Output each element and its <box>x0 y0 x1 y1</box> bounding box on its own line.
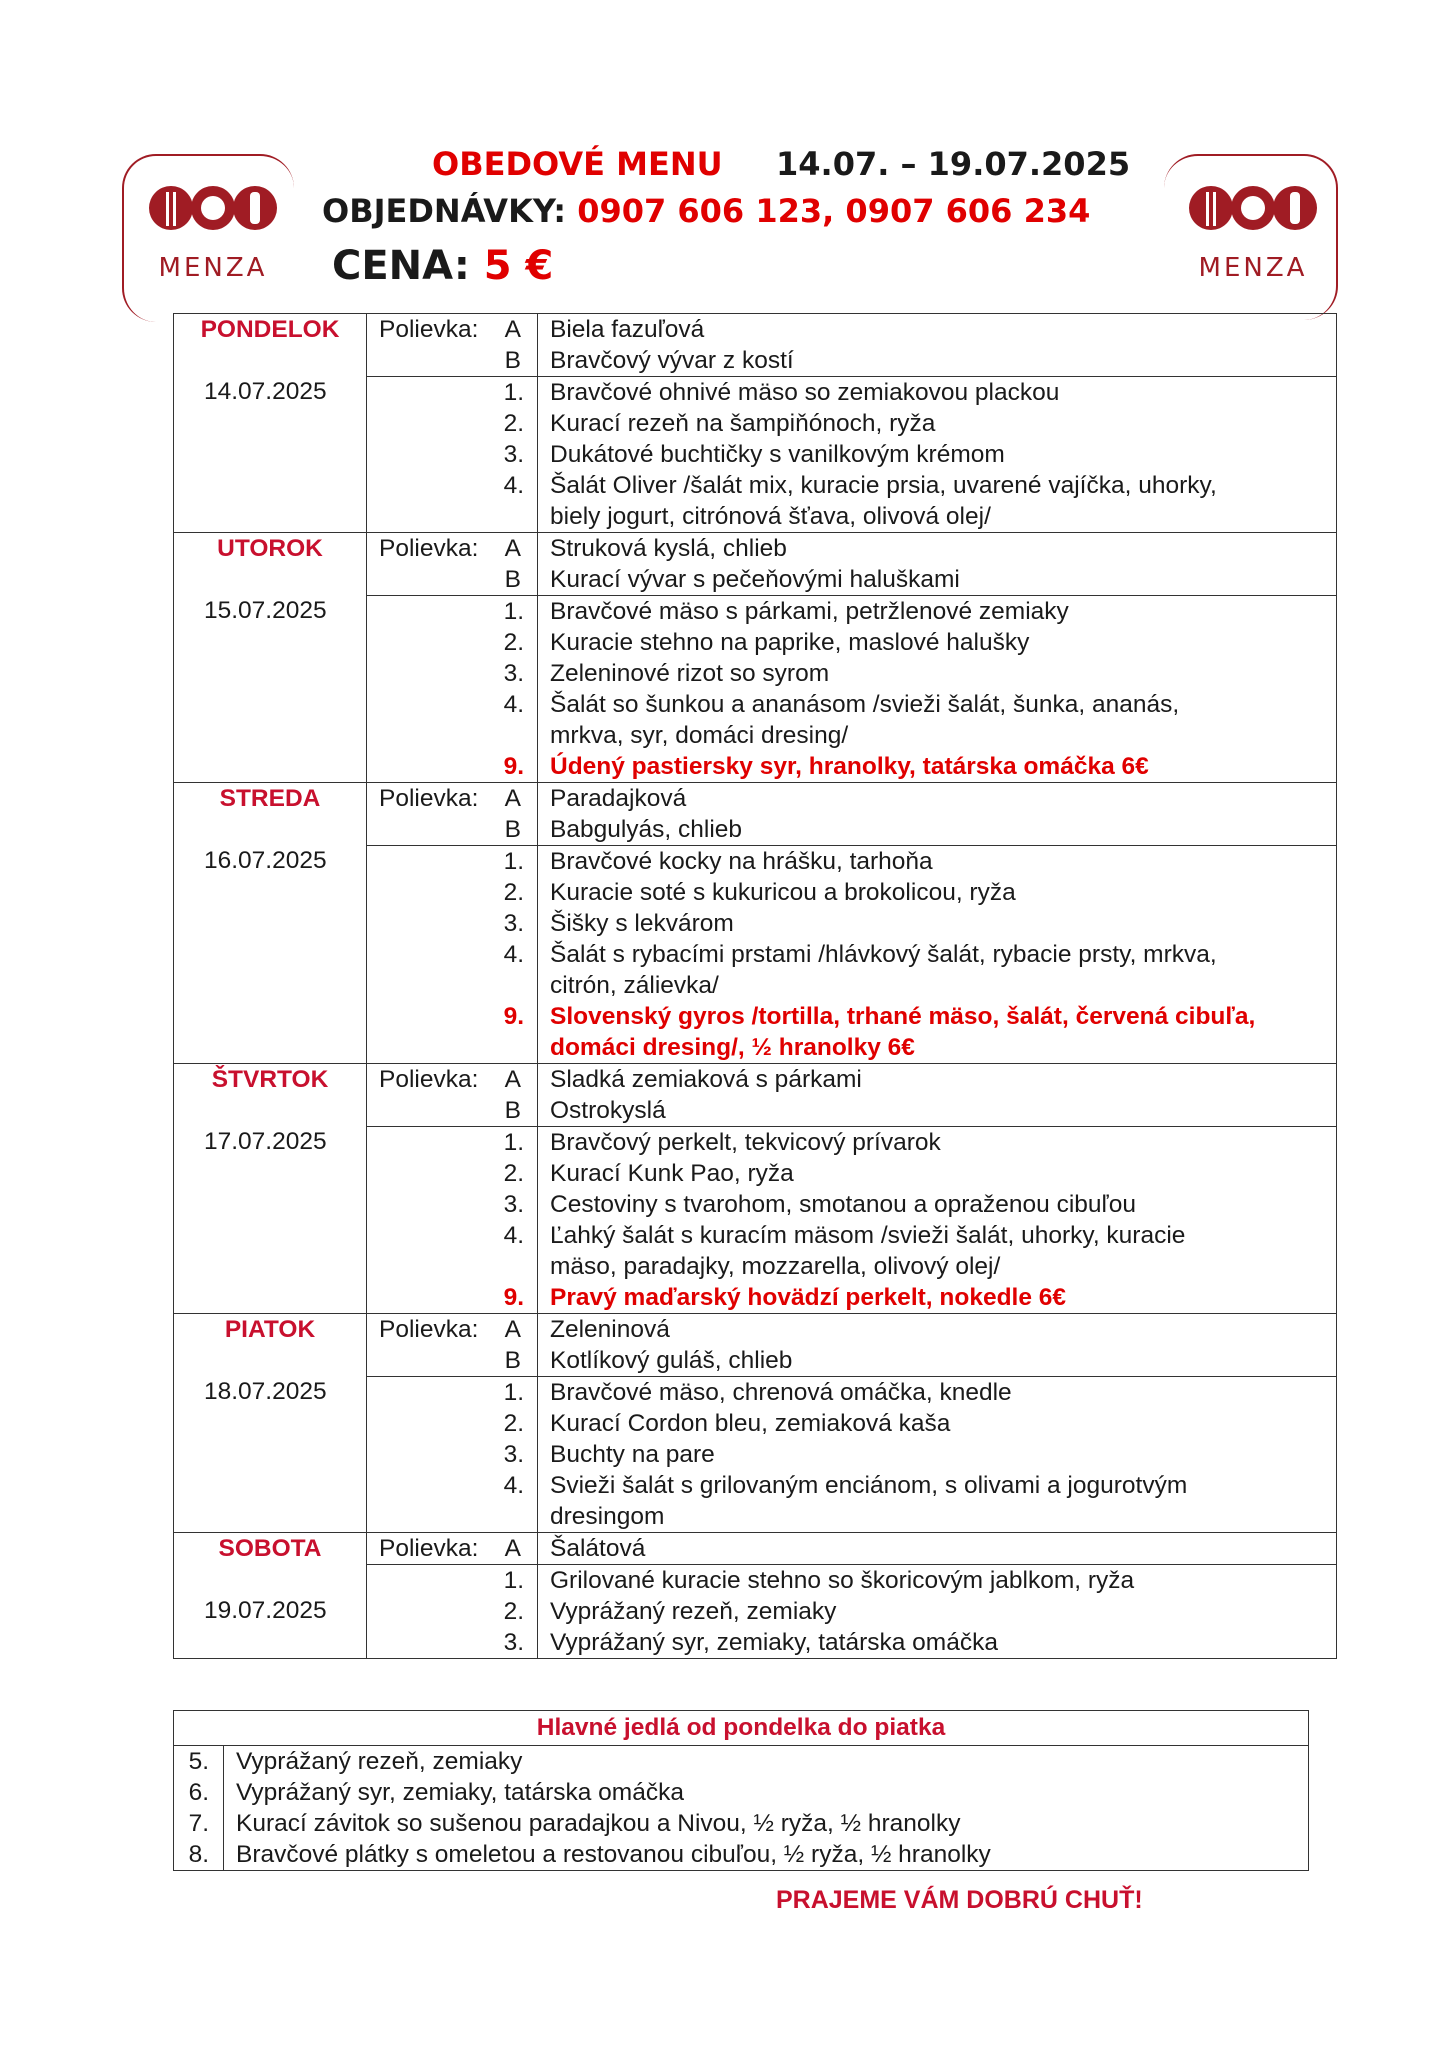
special-dish-text: domáci dresing/, ½ hranolky 6€ <box>550 1034 915 1061</box>
dish-text: Kurací Kunk Pao, ryža <box>550 1160 794 1187</box>
main-number-cell <box>367 846 538 1064</box>
soup-key-line <box>367 783 537 814</box>
main-dish-text: Kurací závitok so sušenou paradajkou a Nivou, ½ ryža, ½ hranolky <box>236 1810 961 1837</box>
dish-number: 4. <box>503 691 524 718</box>
day-name: UTOROK <box>217 535 323 562</box>
dish-number: 1. <box>503 1567 524 1594</box>
day-date: 19.07.2025 <box>204 1597 327 1624</box>
soup-kind-cell <box>367 1064 538 1127</box>
dish-number: 4. <box>503 1472 524 1499</box>
soup-dishes-cell <box>538 533 1337 596</box>
main-dishes-cell <box>538 846 1337 1064</box>
menu-dates: 14.07. – 19.07.2025 <box>776 145 1131 183</box>
soup-row <box>174 1064 1337 1127</box>
day-name: PIATOK <box>224 1316 316 1343</box>
day-cell <box>174 533 367 783</box>
price-line <box>332 243 553 289</box>
dish-number <box>367 501 537 532</box>
dish-text: Kurací rezeň na šampiňónoch, ryža <box>550 410 936 437</box>
day-name: PONDELOK <box>200 316 340 343</box>
main-number-cell <box>367 377 538 533</box>
soup-row <box>174 314 1337 377</box>
main-dishes-cell <box>538 1565 1337 1659</box>
soup-key-line <box>367 564 537 595</box>
orders-label: OBJEDNÁVKY: <box>322 192 567 230</box>
soup-label: Polievka: <box>379 1316 479 1343</box>
dish-number: 3. <box>503 910 524 937</box>
price-value: 5 € <box>483 243 554 289</box>
soup-text: Kurací vývar s pečeňovými haluškami <box>550 566 960 593</box>
day-name: SOBOTA <box>218 1535 322 1562</box>
dish-number <box>367 720 537 751</box>
dish-number: 3. <box>503 1191 524 1218</box>
soup-text: Kotlíkový guláš, chlieb <box>550 1347 793 1374</box>
dish-number <box>367 1251 537 1282</box>
soup-key: A <box>504 1535 521 1562</box>
soup-dishes-cell <box>538 1064 1337 1127</box>
dish-text: Šalát s rybacími prstami /hlávkový šalát, rybacie prsty, mrkva, <box>550 941 1217 968</box>
dish-number: 2. <box>503 1598 524 1625</box>
dish-text: Cestoviny s tvarohom, smotanou a opraženou cibuľou <box>550 1191 1136 1218</box>
dish-text: Šalát Oliver /šalát mix, kuracie prsia, uvarené vajíčka, uhorky, <box>550 472 1217 499</box>
dish-text: mrkva, syr, domáci dresing/ <box>550 722 849 749</box>
soup-kind-cell <box>367 314 538 377</box>
menza-logo-left <box>122 154 294 322</box>
dish-number: 1. <box>503 379 524 406</box>
main-dish-number: 5. <box>188 1748 209 1775</box>
dish-number: 1. <box>503 1129 524 1156</box>
day-date: 14.07.2025 <box>204 378 327 405</box>
dish-text: Bravčové mäso, chrenová omáčka, knedle <box>550 1379 1012 1406</box>
soup-key: A <box>504 1066 521 1093</box>
soup-key-line <box>367 314 537 345</box>
soup-key: A <box>504 535 521 562</box>
day-cell <box>174 783 367 1064</box>
soup-text: Bravčový vývar z kostí <box>550 347 794 374</box>
soup-key-line <box>367 1533 537 1564</box>
dish-text: citrón, zálievka/ <box>550 972 719 999</box>
soup-text: Paradajková <box>550 785 687 812</box>
soup-kind-cell <box>367 783 538 846</box>
dish-number: 4. <box>503 472 524 499</box>
soup-key: A <box>504 785 521 812</box>
dish-number: 2. <box>503 1410 524 1437</box>
main-dish-number: 8. <box>188 1841 209 1868</box>
soup-key: B <box>504 566 521 593</box>
menza-logo-right <box>1164 154 1338 320</box>
main-dishes-items <box>224 1746 1309 1871</box>
soup-label: Polievka: <box>379 1535 479 1562</box>
dish-text: Kuracie stehno na paprike, maslové halušky <box>550 629 1030 656</box>
main-dishes-cell <box>538 1377 1337 1533</box>
main-dish-text: Vyprážaný syr, zemiaky, tatárska omáčka <box>236 1779 684 1806</box>
dish-text: biely jogurt, citrónová šťava, olivová olej/ <box>550 503 991 530</box>
dish-text: dresingom <box>550 1503 665 1530</box>
main-dishes-table <box>173 1710 1309 1871</box>
dish-number: 1. <box>503 1379 524 1406</box>
special-dish-text: Pravý maďarský hovädzí perkelt, nokedle 6€ <box>550 1284 1067 1311</box>
dish-number: 2. <box>503 1160 524 1187</box>
dish-number <box>367 970 537 1001</box>
soup-dishes-cell <box>538 783 1337 846</box>
soup-kind-cell <box>367 1533 538 1565</box>
cutlery-plate-icon <box>1178 180 1328 298</box>
main-number-cell <box>367 596 538 783</box>
dish-number: 1. <box>503 848 524 875</box>
orders-line <box>322 192 1090 230</box>
dish-number: 4. <box>503 1222 524 1249</box>
soup-text: Sladká zemiaková s párkami <box>550 1066 862 1093</box>
soup-row <box>174 783 1337 846</box>
day-date: 16.07.2025 <box>204 847 327 874</box>
soup-dishes-cell <box>538 1314 1337 1377</box>
dish-text: Kurací Cordon bleu, zemiaková kaša <box>550 1410 951 1437</box>
day-cell <box>174 1064 367 1314</box>
soup-kind-cell <box>367 1314 538 1377</box>
menu-heading <box>432 145 1131 183</box>
soup-label: Polievka: <box>379 1066 479 1093</box>
orders-phones: 0907 606 123, 0907 606 234 <box>577 192 1091 230</box>
footer-wish: PRAJEME VÁM DOBRÚ CHUŤ! <box>776 1886 1143 1914</box>
dish-text: mäso, paradajky, mozzarella, olivový olej/ <box>550 1253 1001 1280</box>
main-dish-number: 6. <box>188 1779 209 1806</box>
dish-number: 3. <box>503 441 524 468</box>
dish-text: Zeleninové rizot so syrom <box>550 660 830 687</box>
dish-text: Vyprážaný rezeň, zemiaky <box>550 1598 837 1625</box>
soup-text: Struková kyslá, chlieb <box>550 535 787 562</box>
main-dish-number: 7. <box>188 1810 209 1837</box>
soup-text: Babgulyás, chlieb <box>550 816 743 843</box>
soup-label: Polievka: <box>379 316 479 343</box>
main-dish-text: Vyprážaný rezeň, zemiaky <box>236 1748 523 1775</box>
day-date: 18.07.2025 <box>204 1378 327 1405</box>
dish-number: 3. <box>503 1441 524 1468</box>
main-dishes-cell <box>538 377 1337 533</box>
day-cell <box>174 314 367 533</box>
day-date: 15.07.2025 <box>204 597 327 624</box>
dish-number: 9. <box>503 1284 524 1311</box>
dish-number <box>367 1032 537 1063</box>
main-dishes-cell <box>538 596 1337 783</box>
dish-text: Šalát so šunkou a ananásom /svieži šalát, šunka, ananás, <box>550 691 1180 718</box>
soup-key-line <box>367 1095 537 1126</box>
price-label: CENA: <box>332 243 470 289</box>
soup-key: A <box>504 1316 521 1343</box>
soup-key-line <box>367 533 537 564</box>
dish-number: 9. <box>503 753 524 780</box>
soup-text: Šalátová <box>550 1535 646 1562</box>
soup-key: B <box>504 1097 521 1124</box>
soup-text: Zeleninová <box>550 1316 670 1343</box>
dish-number: 3. <box>503 660 524 687</box>
day-date: 17.07.2025 <box>204 1128 327 1155</box>
soup-dishes-cell <box>538 314 1337 377</box>
soup-text: Biela fazuľová <box>550 316 705 343</box>
cutlery-plate-icon <box>138 180 288 298</box>
main-dishes-numbers <box>174 1746 224 1871</box>
dish-number <box>367 1501 537 1532</box>
dish-text: Šišky s lekvárom <box>550 910 734 937</box>
main-dish-text: Bravčové plátky s omeletou a restovanou cibuľou, ½ ryža, ½ hranolky <box>236 1841 991 1868</box>
day-name: ŠTVRTOK <box>211 1066 329 1093</box>
dish-text: Grilované kuracie stehno so škoricovým jablkom, ryža <box>550 1567 1135 1594</box>
dish-text: Svieži šalát s grilovaným enciánom, s olivami a jogurotvým <box>550 1472 1188 1499</box>
soup-key: B <box>504 1347 521 1374</box>
day-cell <box>174 1314 367 1533</box>
dish-number: 1. <box>503 598 524 625</box>
soup-key: A <box>504 316 521 343</box>
soup-text: Ostrokyslá <box>550 1097 666 1124</box>
soup-label: Polievka: <box>379 785 479 812</box>
day-cell <box>174 1533 367 1659</box>
main-dishes-title: Hlavné jedlá od pondelka do piatka <box>174 1711 1309 1746</box>
dish-number: 2. <box>503 410 524 437</box>
weekly-menu-table <box>173 313 1337 1659</box>
soup-label: Polievka: <box>379 535 479 562</box>
soup-key-line <box>367 814 537 845</box>
dish-text: Vyprážaný syr, zemiaky, tatárska omáčka <box>550 1629 998 1656</box>
dish-text: Ľahký šalát s kuracím mäsom /svieži šalát, uhorky, kuracie <box>550 1222 1186 1249</box>
dish-number: 2. <box>503 629 524 656</box>
soup-key-line <box>367 1345 537 1376</box>
dish-number: 4. <box>503 941 524 968</box>
main-number-cell <box>367 1377 538 1533</box>
dish-number: 3. <box>503 1629 524 1656</box>
soup-row <box>174 1533 1337 1565</box>
special-dish-text: Slovenský gyros /tortilla, trhané mäso, šalát, červená cibuľa, <box>550 1003 1256 1030</box>
main-dishes-cell <box>538 1127 1337 1314</box>
soup-dishes-cell <box>538 1533 1337 1565</box>
special-dish-text: Údený pastiersky syr, hranolky, tatárska omáčka 6€ <box>550 753 1149 780</box>
soup-row <box>174 1314 1337 1377</box>
logo-text: MENZA <box>158 253 268 283</box>
soup-kind-cell <box>367 533 538 596</box>
dish-text: Bravčové mäso s párkami, petržlenové zemiaky <box>550 598 1069 625</box>
dish-text: Bravčové ohnivé mäso so zemiakovou plackou <box>550 379 1060 406</box>
main-number-cell <box>367 1127 538 1314</box>
menu-title: OBEDOVÉ MENU <box>432 145 723 183</box>
dish-text: Bravčový perkelt, tekvicový prívarok <box>550 1129 941 1156</box>
dish-text: Buchty na pare <box>550 1441 715 1468</box>
day-name: STREDA <box>219 785 321 812</box>
soup-key: B <box>504 816 521 843</box>
soup-key-line <box>367 1314 537 1345</box>
dish-text: Bravčové kocky na hrášku, tarhoňa <box>550 848 933 875</box>
dish-number: 2. <box>503 879 524 906</box>
dish-text: Dukátové buchtičky s vanilkovým krémom <box>550 441 1005 468</box>
soup-key: B <box>504 347 521 374</box>
soup-row <box>174 533 1337 596</box>
soup-key-line <box>367 345 537 376</box>
soup-key-line <box>367 1064 537 1095</box>
dish-text: Kuracie soté s kukuricou a brokolicou, ryža <box>550 879 1016 906</box>
logo-text: MENZA <box>1198 253 1308 283</box>
main-number-cell <box>367 1565 538 1659</box>
dish-number: 9. <box>503 1003 524 1030</box>
